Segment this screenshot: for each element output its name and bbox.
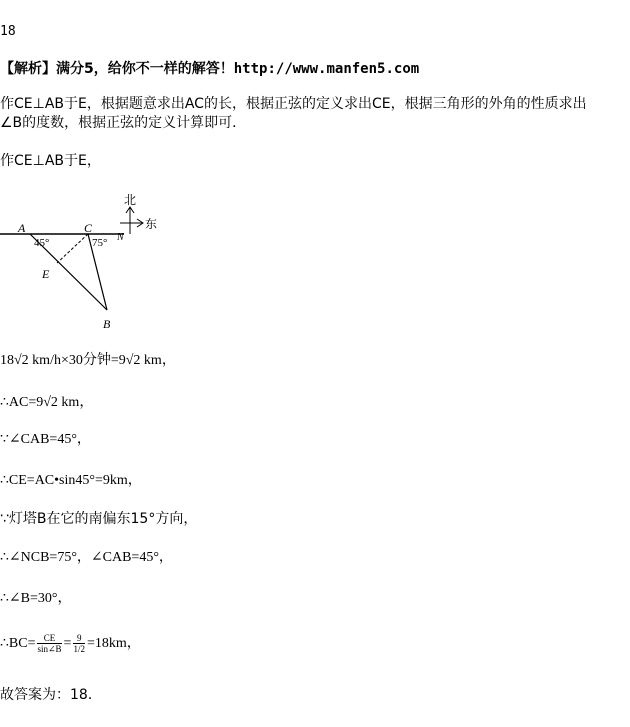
bc-prefix: ∴BC= bbox=[0, 636, 36, 651]
step-angle-b: ∴∠B=30°， bbox=[0, 591, 72, 606]
fraction-numerator: 9 bbox=[73, 633, 85, 644]
label-e: E bbox=[42, 267, 50, 281]
geometry-diagram bbox=[0, 188, 170, 333]
step-ce-length: ∴CE=AC•sin45°=9km， bbox=[0, 473, 142, 488]
analysis-line-2: ∠B的度数，根据正弦的定义计算即可． bbox=[0, 115, 247, 131]
equals-sign: = bbox=[63, 636, 72, 651]
north-label: 北 bbox=[124, 193, 137, 207]
source-url[interactable]: http://www.manfen5.com bbox=[233, 61, 420, 77]
step-angles: ∴∠NCB=75°，∠CAB=45°， bbox=[0, 550, 173, 565]
label-n: N bbox=[117, 232, 124, 243]
angle-a-label: 45° bbox=[34, 237, 50, 249]
step-bc-length bbox=[0, 632, 141, 656]
step-angle-cab: ∵∠CAB=45°， bbox=[0, 432, 91, 447]
step-speed-distance: 18√2 km/h×30分钟=9√2 km， bbox=[0, 353, 176, 368]
fraction-numerator: CE bbox=[37, 633, 61, 644]
final-answer: 故答案为：18． bbox=[0, 687, 102, 703]
construction-step: 作CE⊥AB于E， bbox=[0, 153, 101, 169]
angle-c-label: 75° bbox=[92, 237, 108, 249]
solution-header bbox=[0, 61, 419, 77]
fraction-denominator: sin∠B bbox=[37, 644, 62, 655]
answer-number: 18 bbox=[0, 24, 16, 39]
bc-suffix: =18km， bbox=[86, 636, 141, 651]
step-ac-length: ∴AC=9√2 km， bbox=[0, 395, 94, 410]
fraction-9-over-half bbox=[73, 633, 85, 654]
east-label: 东 bbox=[145, 217, 158, 231]
label-a: A bbox=[18, 221, 26, 235]
fraction-ce-over-sinb bbox=[37, 633, 61, 654]
promo-text: 满分5，给你不一样的解答！ bbox=[56, 61, 234, 77]
analysis-line-1: 作CE⊥AB于E，根据题意求出AC的长，根据正弦的定义求出CE，根据三角形的外角的性质求出 bbox=[0, 96, 587, 112]
step-lighthouse-direction: ∵灯塔B在它的南偏东15°方向， bbox=[0, 511, 198, 527]
label-c: C bbox=[84, 221, 93, 235]
segment-ce-dashed bbox=[57, 234, 88, 263]
fraction-denominator: 1/2 bbox=[73, 644, 85, 655]
label-b: B bbox=[103, 317, 111, 331]
analysis-bracket-label: 【解析】 bbox=[0, 61, 56, 77]
